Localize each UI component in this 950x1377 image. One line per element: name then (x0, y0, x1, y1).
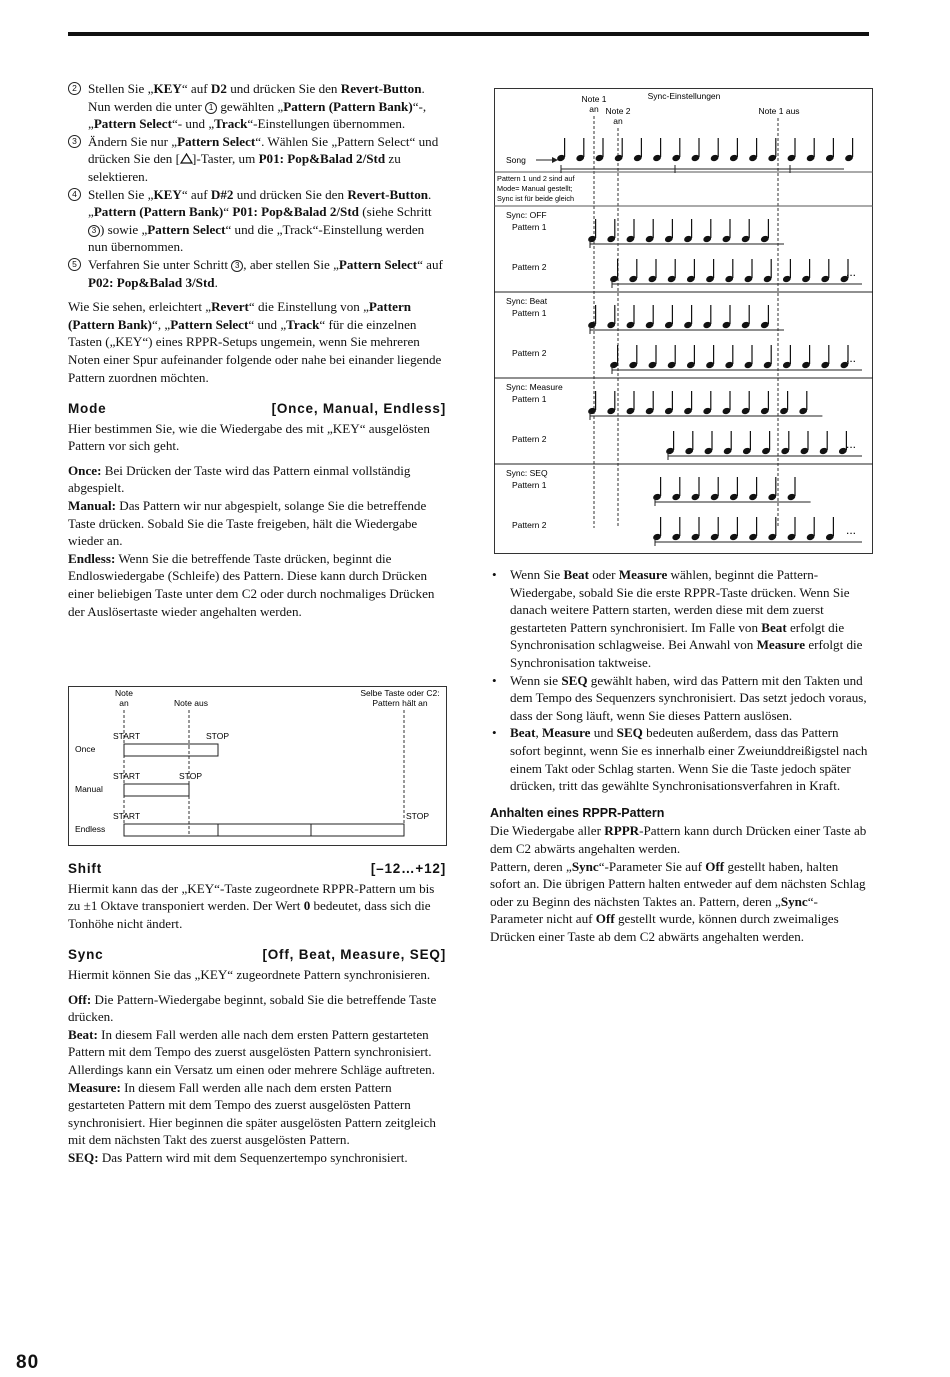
circled-number: 3 (231, 260, 243, 272)
sync-settings-title: Sync-Einstellungen (647, 91, 721, 101)
pattern2-note (825, 517, 835, 541)
song-note (787, 138, 797, 162)
pattern2-note (665, 431, 675, 455)
pattern1-note (741, 305, 751, 329)
pattern1-note (683, 305, 693, 329)
pattern2-note (763, 259, 773, 283)
mode-manual: Manual: Das Pattern wir nur abgespielt, solange Sie die betreffende Taste drücken. Sobald Sie die Taste freigeben, hält die Wiedergabe wieder an. (68, 498, 427, 549)
pattern2-note (667, 345, 677, 369)
same-key-label-2: Pattern hält an (372, 698, 428, 708)
stop-paragraph-1: Die Wiedergabe aller RPPR-Pattern kann durch Drücken einer Taste ab dem C2 abwärts angehalten werden. (490, 823, 867, 856)
pattern2-note (744, 345, 754, 369)
pattern1-note (664, 305, 674, 329)
pattern2-note (705, 345, 715, 369)
pattern2-note (724, 345, 734, 369)
song-note (844, 138, 854, 162)
once-stop: STOP (206, 731, 229, 741)
step-5-text: Verfahren Sie unter Schritt 3 , aber stellen Sie „Pattern Select“ auf P02: Pop&Balad 3/Std. (88, 256, 443, 290)
pattern2-note (648, 345, 658, 369)
pattern2-note (767, 517, 777, 541)
sync-off: Off: Die Pattern-Wiedergabe beginnt, sobald Sie die betreffende Taste drücken. (68, 991, 437, 1025)
pattern2-note (686, 345, 696, 369)
sync-group-label: Sync: Measure (506, 382, 563, 392)
note-on-label: Note (115, 688, 133, 698)
step-4 (68, 186, 446, 256)
pattern1-note (710, 477, 720, 501)
pattern2-note (652, 517, 662, 541)
pattern2-note (724, 259, 734, 283)
pattern1-note (671, 477, 681, 501)
pattern2-label: Pattern 2 (512, 348, 547, 358)
left-column (68, 80, 446, 620)
pattern1-note (760, 305, 770, 329)
song-note (556, 138, 566, 162)
pattern2-note (782, 345, 792, 369)
pattern2-label: Pattern 2 (512, 520, 547, 530)
pattern1-note (798, 391, 808, 415)
pattern2-label: Pattern 2 (512, 434, 547, 444)
pattern2-note (609, 259, 619, 283)
sync-heading: Sync [Off, Beat, Measure, SEQ] (68, 947, 446, 963)
endless-start: START (113, 811, 141, 821)
pattern2-note (729, 517, 739, 541)
pattern1-note (760, 391, 770, 415)
left-column-lower (68, 860, 446, 1167)
row-label-once: Once (75, 744, 96, 754)
pattern2-note (744, 259, 754, 283)
stop-heading: Anhalten eines RPPR-Pattern (490, 805, 665, 820)
sync-group-label: Sync: SEQ (506, 468, 548, 478)
song-note (652, 138, 662, 162)
sync-beat: Beat: In diesem Fall werden alle nach dem ersten Pattern gestarteten Pattern mit dem Tempo des zuerst ausgelösten Pattern synchronisiert. Allerdings kann ein Versatz um einen oder mehrere Schläge auftreten. (68, 1026, 435, 1077)
pattern2-note (820, 345, 830, 369)
mode-endless: Endless: Wenn Sie die betreffende Taste drücken, beginnt die Endloswiedergabe (Schleife) des Pattern. Diese kann durch Drücken einer beliebigen Taste unter dem C2 oder durch nochmaliges Drücken der Auslösertaste wieder angehalten werden. (68, 550, 435, 619)
pattern2-note (780, 431, 790, 455)
header-rule (68, 32, 869, 36)
pattern1-note (606, 305, 616, 329)
note1-off-label: Note 1 aus (758, 106, 800, 116)
pattern2-note (609, 345, 619, 369)
song-note (595, 138, 605, 162)
song-note (748, 138, 758, 162)
sync-seq: SEQ: Das Pattern wird mit dem Sequenzertempo synchronisiert. (68, 1149, 408, 1165)
pattern2-note (763, 345, 773, 369)
step-4-text: Stellen Sie „KEY“ auf D#2 und drücken Sie den Revert-Button. (88, 186, 432, 202)
info-line-3: Sync ist für beide gleich (497, 194, 575, 203)
pattern1-note (626, 219, 636, 243)
pattern1-note (702, 219, 712, 243)
pattern1-note (683, 219, 693, 243)
pattern2-note (748, 517, 758, 541)
row-label-endless: Endless (75, 824, 106, 834)
pattern2-note (628, 345, 638, 369)
shift-heading: Shift [–12…+12] (68, 861, 446, 876)
step-5 (68, 256, 446, 291)
step-2-detail: Nun werden die unter 1 gewählten „Pattern (Pattern Bank)“-, „Pattern Select“- und „Track“-Einstellungen übernommen. (88, 98, 427, 132)
pattern2-note (710, 517, 720, 541)
step-4-detail: „Pattern (Pattern Bank)“ P01: Pop&Balad 2/Std (siehe Schritt 3 ) sowie „Pattern Select“ und die „Track“-Einstellung werden nun übernommen. (88, 204, 432, 255)
pattern2-note (704, 431, 714, 455)
pattern2-note (648, 259, 658, 283)
note1-on-label: Note 1 (581, 94, 607, 104)
pattern1-note (779, 391, 789, 415)
step-3-text: Ändern Sie nur „Pattern Select“. Wählen Sie „Pattern Select“ und drücken Sie den [ ]-Taster, um P01: Pop&Balad 2/Std zu selektieren. (88, 133, 439, 184)
step-number: 2 (68, 82, 81, 95)
once-start: START (113, 731, 141, 741)
pattern1-note (702, 391, 712, 415)
pattern1-label: Pattern 1 (512, 394, 547, 404)
pattern2-note (723, 431, 733, 455)
pattern1-note (626, 391, 636, 415)
pattern1-note (645, 305, 655, 329)
note-off-label: Note aus (173, 698, 209, 708)
pattern2-note (806, 517, 816, 541)
stop-paragraph-2: Pattern, deren „Sync“-Parameter Sie auf Off gestellt haben, halten sofort an. Die übrigen Pattern halten entweder auf dem nächsten Schlag oder zu Beginn des nächsten Taktes an. Pattern, deren „Sync“-Parameter nicht auf Off gestellt wurde, können durch zweimaliges Drücken einer Taste ab dem C2 abwärts angehalten werden. (490, 858, 866, 944)
info-line-2: Mode= Manual gestellt; (497, 184, 573, 193)
song-label: Song (506, 155, 526, 165)
pattern2-note (686, 259, 696, 283)
pattern1-note (652, 477, 662, 501)
sync-measure: Measure: In diesem Fall werden alle nach dem ersten Pattern gestarteten Pattern mit dem Tempo des zuerst ausgelösten Pattern synchronisiert. Hier beginnen die später ausgelösten Pattern zeitgleich mit dem nächsten Takt des zuerst ausgelösten Pattern. (68, 1079, 436, 1148)
song-note (825, 138, 835, 162)
continuation-ellipsis: ... (846, 351, 857, 365)
up-triangle-icon (180, 151, 192, 161)
pattern2-note (705, 259, 715, 283)
pattern1-note (722, 391, 732, 415)
song-note (633, 138, 643, 162)
note-on-label-2: an (119, 698, 129, 708)
same-key-label: Selbe Taste oder C2: (360, 688, 440, 698)
pattern1-note (587, 391, 597, 415)
sync-group-label: Sync: OFF (506, 210, 547, 220)
pattern1-note (722, 305, 732, 329)
pattern2-note (667, 259, 677, 283)
mode-heading: Mode [Once, Manual, Endless] (68, 401, 446, 417)
note1-on-label-2: an (589, 104, 599, 114)
pattern1-note (645, 391, 655, 415)
pattern1-note (741, 219, 751, 243)
pattern2-note (671, 517, 681, 541)
pattern1-note (645, 219, 655, 243)
continuation-ellipsis: ... (846, 523, 857, 537)
page-number: 80 (16, 1352, 40, 1373)
pattern2-note (691, 517, 701, 541)
song-note (691, 138, 701, 162)
pattern1-label: Pattern 1 (512, 308, 547, 318)
bullet-seq: • Wenn sie SEQ gewählt haben, wird das Pattern mit den Takten und dem Tempo des Sequenzers synchronisiert. Das setzt jedoch voraus, dass der Song läuft, wenn Sie dieses Pattern auslösen. (492, 672, 867, 723)
endless-stop: STOP (406, 811, 429, 821)
bullet-beat-measure: • Wenn Sie Beat oder Measure wählen, beginnt die Pattern-Wiedergabe, sobald Sie die erste RPPR-Taste drücken. Wenn Sie danach weitere Pattern starten, werden diese mit dem zuerst gestarteten Pattern synchronisiert. Im Falle von Beat erfolgt die Synchronisation schlagweise. Bei Anwahl von Measure erfolgt die Synchronisation taktweise. (492, 567, 863, 670)
pattern2-note (787, 517, 797, 541)
pattern2-note (628, 259, 638, 283)
song-note (729, 138, 739, 162)
song-note (671, 138, 681, 162)
song-note (614, 138, 624, 162)
pattern1-note (606, 391, 616, 415)
pattern1-note (664, 219, 674, 243)
pattern2-note (684, 431, 694, 455)
step-number: 4 (68, 188, 81, 201)
pattern2-note (800, 431, 810, 455)
sync-intro: Hiermit können Sie das „KEY“ zugeordnete Pattern synchronisieren. (68, 966, 431, 982)
pattern1-note (606, 219, 616, 243)
step-2 (68, 80, 446, 133)
pattern2-note (782, 259, 792, 283)
step-2-text: Stellen Sie „KEY“ auf D2 und drücken Sie den Revert-Button. (88, 81, 425, 96)
pattern1-note (664, 391, 674, 415)
pattern1-note (729, 477, 739, 501)
shift-text: Hiermit kann das der „KEY“-Taste zugeordnete RPPR-Pattern um bis zu ±1 Oktave transponiert werden. Der Wert 0 bedeutet, dass sich die Tonhöhe nicht ändert. (68, 880, 435, 931)
song-note (806, 138, 816, 162)
song-note (575, 138, 585, 162)
sync-group-label: Sync: Beat (506, 296, 548, 306)
pattern1-note (722, 219, 732, 243)
song-note (767, 138, 777, 162)
pattern2-note (820, 259, 830, 283)
note2-on-label: Note 2 (605, 106, 631, 116)
pattern2-note (761, 431, 771, 455)
pattern1-note (787, 477, 797, 501)
bullet-immediate: • Beat, Measure und SEQ bedeuten außerdem, dass das Pattern sofort beginnt, wenn Sie es innerhalb einer Zweiunddreißigstel nach einem Takt oder Schlag starten. Wenn Sie die Taste jedoch später drücken, tritt das gewählte Synchronisationsverfahren in Kraft. (492, 725, 868, 794)
mode-diagram (68, 686, 447, 846)
song-note (710, 138, 720, 162)
step-number: 5 (68, 258, 81, 271)
pattern2-note (801, 345, 811, 369)
pattern1-note (683, 391, 693, 415)
sync-diagram (494, 88, 873, 554)
step-3 (68, 133, 446, 186)
mode-once: Once: Bei Drücken der Taste wird das Pattern einmal vollständig abgespielt. (68, 462, 411, 496)
pattern1-note (626, 305, 636, 329)
info-line-1: Pattern 1 und 2 sind auf (497, 174, 575, 183)
continuation-ellipsis: ... (846, 265, 857, 279)
manual-start: START (113, 771, 141, 781)
pattern1-note (691, 477, 701, 501)
pattern2-label: Pattern 2 (512, 262, 547, 272)
mode-intro: Hier bestimmen Sie, wie die Wiedergabe des mit „KEY“ ausgelösten Pattern vor sich geht. (68, 420, 430, 454)
step-number: 3 (68, 135, 81, 148)
pattern1-label: Pattern 1 (512, 222, 547, 232)
pattern1-note (767, 477, 777, 501)
right-column (490, 566, 870, 945)
continuation-ellipsis: ... (846, 437, 857, 451)
pattern1-note (760, 219, 770, 243)
note2-on-label-2: an (613, 116, 623, 126)
pattern1-note (748, 477, 758, 501)
revert-paragraph: Wie Sie sehen, erleichtert „Revert“ die Einstellung von „Pattern (Pattern Bank)“, „Pattern Select“ und „Track“ für die einzelnen Tasten („KEY“) eines RPPR-Setups ungemein, wenn Sie mehreren Noten einer Spur aufeinander folgende oder nahe bei einander liegende Pattern zuordnen möchten. (68, 299, 442, 385)
manual-stop: STOP (179, 771, 202, 781)
pattern2-note (742, 431, 752, 455)
circled-number: 3 (88, 225, 100, 237)
pattern1-note (587, 219, 597, 243)
pattern1-label: Pattern 1 (512, 480, 547, 490)
pattern1-note (702, 305, 712, 329)
pattern2-note (801, 259, 811, 283)
circled-number: 1 (205, 102, 217, 114)
pattern1-note (741, 391, 751, 415)
pattern2-note (819, 431, 829, 455)
pattern1-note (587, 305, 597, 329)
row-label-manual: Manual (75, 784, 103, 794)
